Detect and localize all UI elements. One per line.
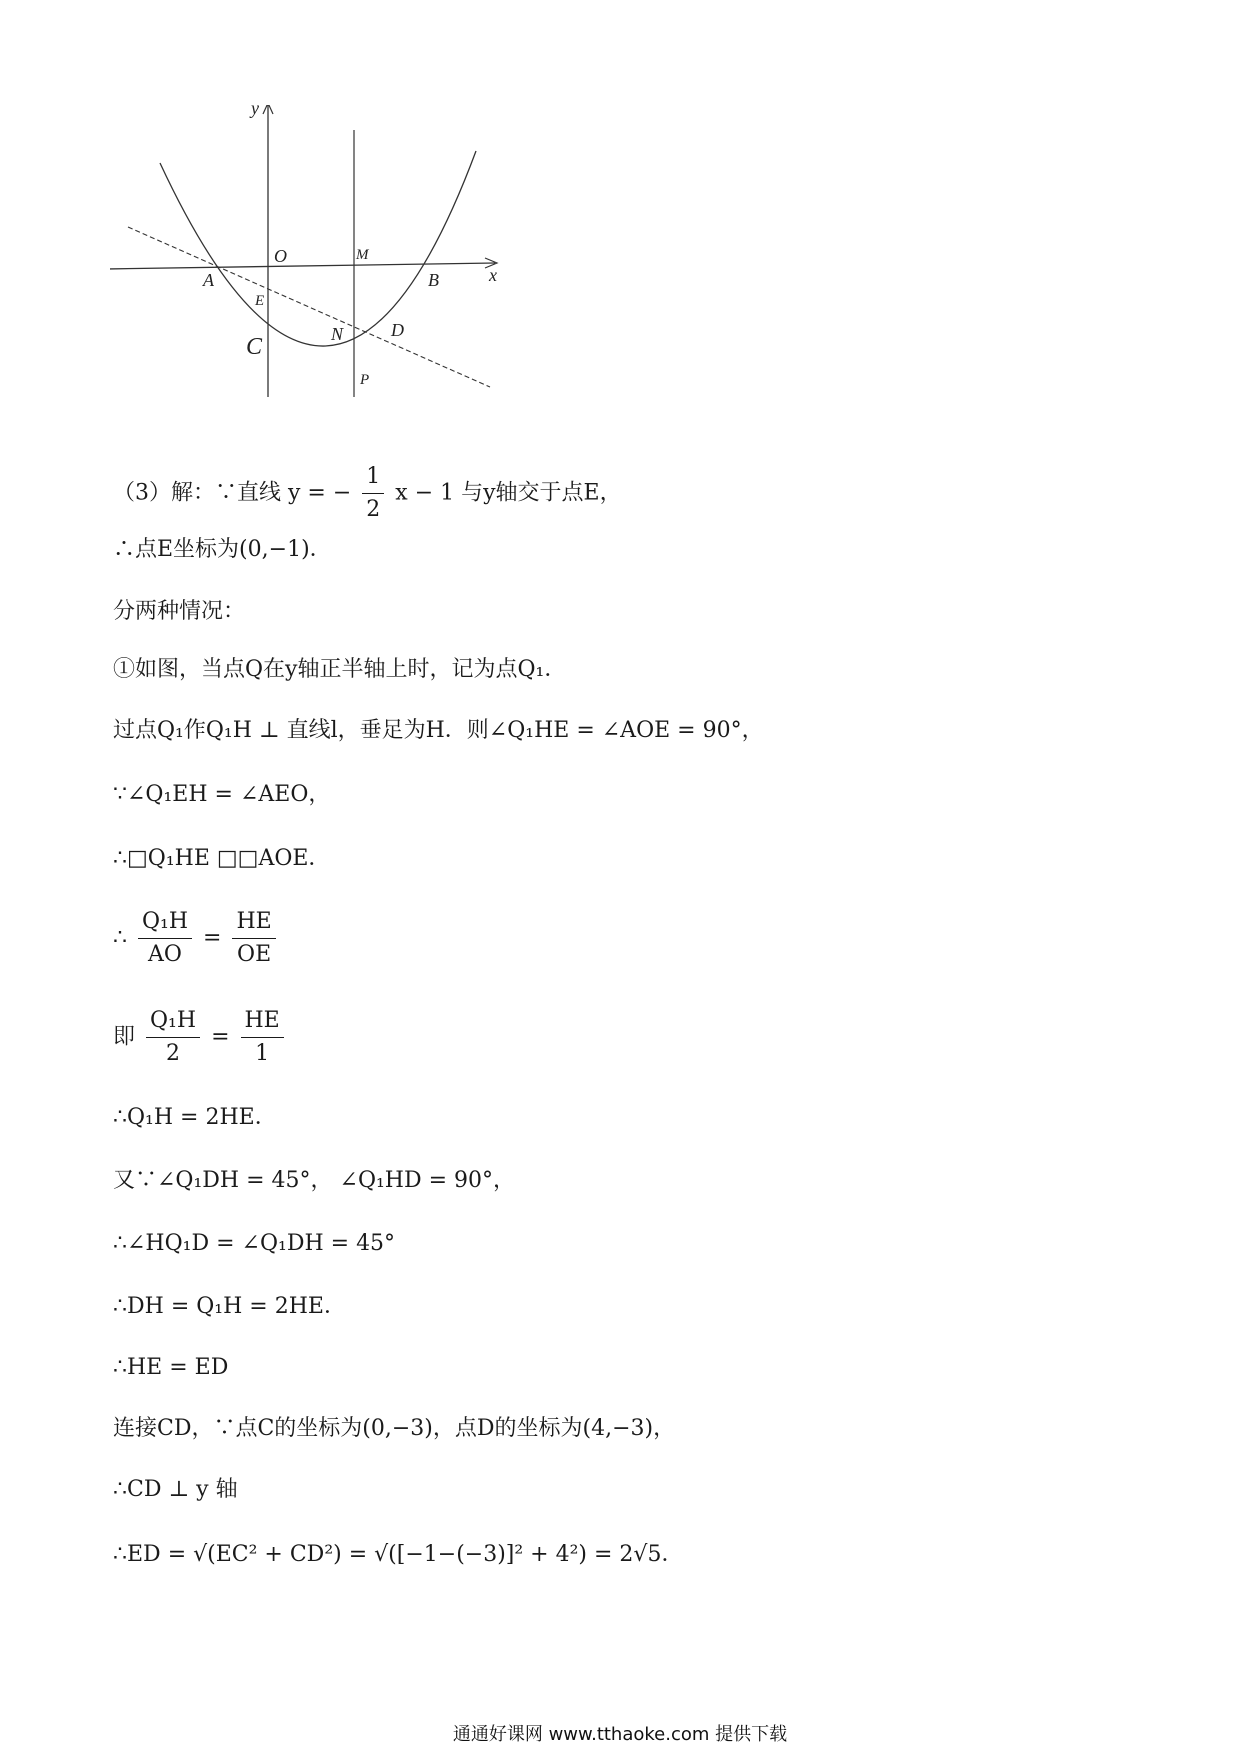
line-1-eq-lhs: y = − [288, 480, 352, 506]
page-footer: 通通好课网 www.tthaoke.com 提供下载 [452, 1724, 788, 1745]
label-p: P [360, 372, 370, 388]
solution-line-15: 连接CD，∵点C的坐标为(0,−3)，点D的坐标为(4,−3)， [113, 1416, 676, 1441]
solution-line-4: ①如图，当点Q在y轴正半轴上时，记为点Q₁． [113, 657, 567, 682]
solution-ratio-1 [113, 908, 280, 969]
solution-line-14: ∴HE = ED [113, 1355, 229, 1380]
ratio-1-right-den: OE [237, 942, 272, 967]
ratio-1-left-num: Q₁H [138, 908, 192, 939]
solution-line-17: ∴ED = √(EC² + CD²) = √([−1−(−3)]² + 4²) = 2√5． [113, 1542, 684, 1567]
ratio-1-left [138, 908, 192, 969]
coordinate-diagram [110, 105, 570, 455]
ratio-2-right [241, 1007, 284, 1068]
solution-ratio-2 [113, 1007, 288, 1068]
label-x: x [489, 265, 497, 285]
label-e: E [255, 293, 265, 309]
line-1-frac-num: 1 [362, 463, 384, 494]
line-1-frac-den: 2 [366, 497, 381, 522]
ratio-2-right-num: HE [241, 1007, 284, 1038]
solution-line-1 [113, 463, 622, 524]
ratio-1-right-num: HE [232, 908, 275, 939]
label-o: O [274, 246, 287, 266]
solution-line-5: 过点Q₁作Q₁H ⊥ 直线l，垂足为H．则∠Q₁HE = ∠AOE = 90°， [113, 718, 764, 743]
ratio-1-right [232, 908, 275, 969]
solution-line-12: ∴∠HQ₁D = ∠Q₁DH = 45° [113, 1231, 396, 1256]
solution-line-13: ∴DH = Q₁H = 2HE． [113, 1294, 346, 1319]
solution-line-3: 分两种情况： [113, 599, 246, 624]
ratio-2-right-den: 1 [255, 1041, 270, 1066]
label-b: B [428, 270, 439, 290]
ratio-1-prefix: ∴ [113, 925, 127, 951]
ratio-2-left [146, 1007, 200, 1068]
ratio-2-prefix: 即 [113, 1024, 136, 1050]
ratio-2-left-num: Q₁H [146, 1007, 200, 1038]
label-y: y [251, 105, 259, 118]
solution-line-10: ∴Q₁H = 2HE． [113, 1105, 277, 1130]
label-c: C [246, 334, 263, 360]
line-1-prefix: （3）解：∵直线 [113, 480, 281, 506]
geometry-figure [110, 105, 570, 455]
ratio-2-eq: = [211, 1024, 230, 1050]
ratio-1-eq: = [203, 925, 222, 951]
line-1-fraction [362, 463, 384, 524]
parabola [160, 151, 476, 346]
solution-line-11: 又∵∠Q₁DH = 45°， ∠Q₁HD = 90°， [113, 1168, 516, 1193]
line-1-tail: 与y轴交于点E， [461, 480, 622, 506]
solution-line-6: ∵∠Q₁EH = ∠AEO， [113, 782, 331, 807]
x-axis [110, 263, 495, 269]
label-n: N [331, 324, 344, 344]
label-d: D [391, 320, 404, 340]
ratio-1-left-den: AO [148, 942, 182, 967]
solution-line-7: ∴□Q₁HE □□AOE． [113, 846, 331, 871]
dashed-line-l [128, 227, 490, 387]
label-m: M [356, 247, 369, 263]
solution-line-2: ∴点E坐标为(0,−1)． [113, 537, 332, 562]
ratio-2-left-den: 2 [166, 1041, 181, 1066]
label-a: A [203, 270, 214, 290]
solution-line-16: ∴CD ⊥ y 轴 [113, 1477, 238, 1502]
line-1-eq-rhs: x − 1 [395, 480, 455, 506]
